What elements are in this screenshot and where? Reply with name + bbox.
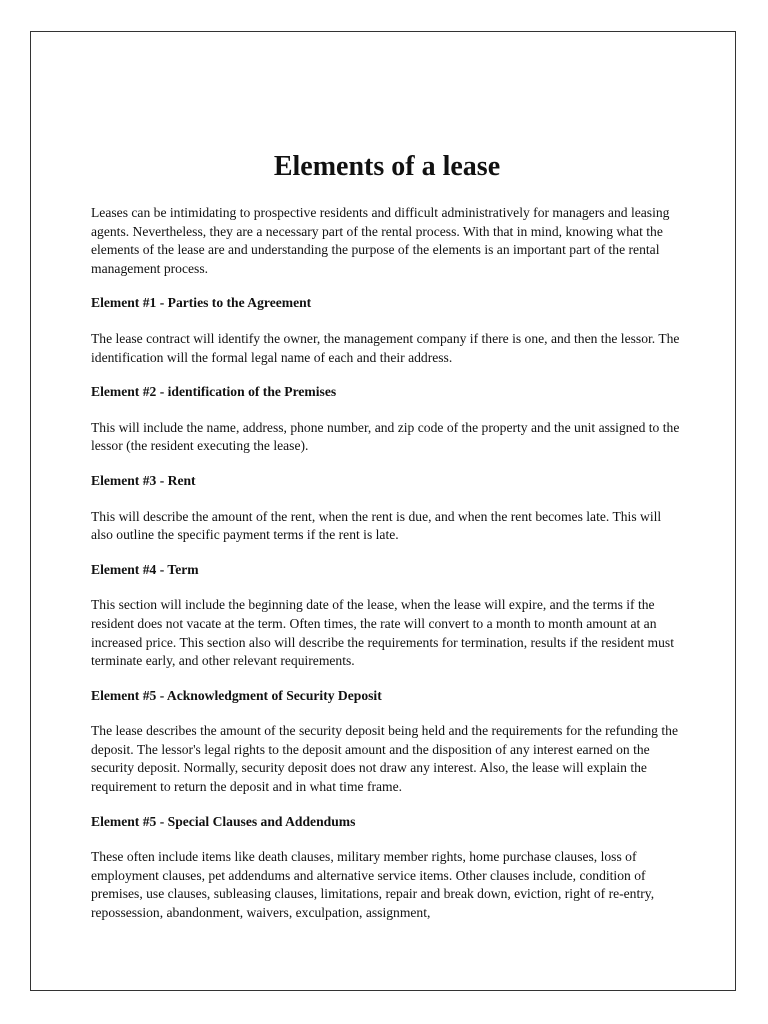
- section-heading-special-clauses: Element #5 - Special Clauses and Addendums: [91, 813, 356, 829]
- section-body-premises: This will include the name, address, phone number, and zip code of the property and the unit assigned to the lessor (the resident executing the lease).: [91, 419, 680, 454]
- document-page: [30, 31, 736, 991]
- section-heading-parties: Element #1 - Parties to the Agreement: [91, 295, 312, 311]
- section-body-term: This section will include the beginning date of the lease, when the lease will expire, and the terms if the resident does not vacate at the term. Often times, the rate will convert to a month to month amount at an increased price. This section also will describe the requirements for termination, results if the resident must terminate early, and other relevant requirements.: [91, 597, 674, 669]
- document-title: Elements of a lease: [273, 151, 501, 182]
- section-heading-rent: Element #3 - Rent: [91, 472, 196, 488]
- section-body-rent: This will describe the amount of the rent, when the rent is due, and when the rent becomes late. This will also outline the specific payment terms if the rent is late.: [91, 508, 662, 543]
- section-body-special-clauses: These often include items like death clauses, military member rights, home purchase clauses, loss of employment clauses, pet addendums and alternative service items. Other clauses include, condition of premises, use clauses, subleasing clauses, limitations, repair and break down, eviction, right of re-entry, repossession, abandonment, waivers, exculpation, assignment,: [91, 849, 655, 921]
- section-heading-term: Element #4 - Term: [91, 561, 199, 577]
- document-content: [91, 150, 683, 939]
- intro-paragraph: Leases can be intimidating to prospective residents and difficult administratively for managers and leasing agents. Nevertheless, they are a necessary part of the rental process. With that in mind, knowing what the elements of the lease are and understanding the purpose of the elements is an important part of the rental management process.: [91, 205, 670, 276]
- section-body-security-deposit: The lease describes the amount of the security deposit being held and the requirements for the refunding the deposit. The lessor's legal rights to the deposit amount and the disposition of any interest earned on the security deposit. Normally, security deposit does not draw any interest. Also, the lease will explain the requirement to return the deposit and in what time frame.: [91, 723, 678, 795]
- section-heading-security-deposit: Element #5 - Acknowledgment of Security Deposit: [91, 687, 382, 703]
- section-heading-premises: Element #2 - identification of the Premises: [91, 384, 337, 400]
- section-body-parties: The lease contract will identify the owner, the management company if there is one, and then the lessor. The identification will the formal legal name of each and their address.: [91, 330, 680, 365]
